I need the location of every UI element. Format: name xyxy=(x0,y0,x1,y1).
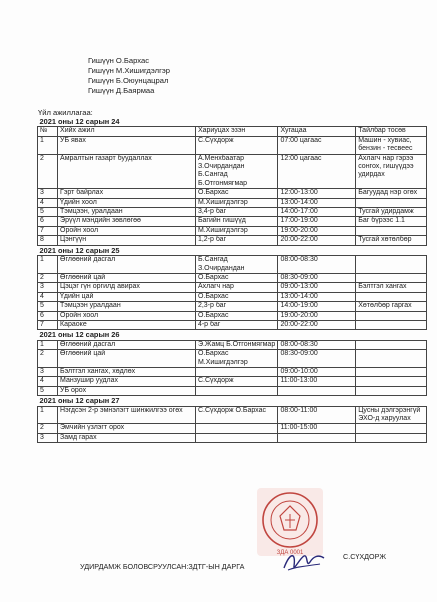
cell-time xyxy=(278,386,356,395)
cell-activity: Эрүүл мэндийн зөвлөгөө xyxy=(58,217,196,226)
date-row xyxy=(38,396,427,406)
cell-note xyxy=(356,256,427,274)
table-row xyxy=(38,283,427,292)
date-heading: 2021 оны 12 сарын 25 xyxy=(39,245,120,255)
cell-note xyxy=(356,320,427,329)
cell-activity: Эмчийн үзлэгт орох xyxy=(58,424,196,433)
cell-no: 4 xyxy=(38,292,58,301)
table-row xyxy=(38,217,427,226)
cell-note xyxy=(356,433,427,442)
cell-note: Бэлтгэл хангах xyxy=(356,283,427,292)
cell-activity: Караоке xyxy=(58,320,196,329)
cell-no: 1 xyxy=(38,136,58,154)
cell-time: 20:00-22:00 xyxy=(278,320,356,329)
member-line: Гишүүн М.Хишигдэлгэр xyxy=(88,66,170,75)
cell-activity: Үдийн хоол xyxy=(58,198,196,207)
cell-time: 17:00-19:00 xyxy=(278,217,356,226)
cell-no: 6 xyxy=(38,311,58,320)
cell-note xyxy=(356,273,427,282)
table-row xyxy=(38,256,427,274)
table-row xyxy=(38,433,427,442)
table-row xyxy=(38,136,427,154)
cell-note xyxy=(356,424,427,433)
cell-no: 5 xyxy=(38,302,58,311)
cell-responsible xyxy=(195,367,278,376)
cell-activity: Оройн хоол xyxy=(58,311,196,320)
cell-time: 13:00-14:00 xyxy=(278,198,356,207)
table-row xyxy=(38,189,427,198)
cell-responsible: 3,4-р баг xyxy=(195,208,278,217)
cell-no: 4 xyxy=(38,377,58,386)
header-no: № xyxy=(38,127,58,136)
cell-activity: Амралтын газарт буудаллах xyxy=(58,154,196,189)
cell-activity: УБ орох xyxy=(58,386,196,395)
schedule-table xyxy=(37,117,427,443)
cell-activity: Тэмцээн уралдаан xyxy=(58,302,196,311)
table-row xyxy=(38,386,427,395)
cell-time xyxy=(278,433,356,442)
cell-activity: Цэнгүүн xyxy=(58,236,196,245)
table-row xyxy=(38,350,427,368)
table-row xyxy=(38,198,427,207)
cell-no: 1 xyxy=(38,406,58,424)
cell-time: 08:00-08:30 xyxy=(278,340,356,349)
header-time: Хугацаа xyxy=(278,127,356,136)
cell-activity: Өглөөний цай xyxy=(58,350,196,368)
cell-time: 08:00-11:00 xyxy=(278,406,356,424)
cell-activity: УБ явах xyxy=(58,136,196,154)
date-row xyxy=(38,117,427,127)
cell-activity: Замд гарах xyxy=(58,433,196,442)
cell-time: 19:00-20:00 xyxy=(278,311,356,320)
cell-activity: Өглөөний цай xyxy=(58,273,196,282)
header-responsible: Хариуцах эзэн xyxy=(195,127,278,136)
header-row xyxy=(38,127,427,136)
cell-note: Багуудад нэр огөх xyxy=(356,189,427,198)
cell-time: 12:00-13:00 xyxy=(278,189,356,198)
cell-no: 2 xyxy=(38,154,58,189)
cell-no: 3 xyxy=(38,189,58,198)
cell-responsible: Багийн гишүүд xyxy=(195,217,278,226)
cell-no: 7 xyxy=(38,226,58,235)
cell-note xyxy=(356,198,427,207)
cell-activity: Өглөөний дасгал xyxy=(58,340,196,349)
header-activity: Хийх ажил xyxy=(58,127,196,136)
cell-note xyxy=(356,311,427,320)
cell-note: Тусгай хөтөлбөр xyxy=(356,236,427,245)
cell-note: Цусны дэлгэрэнгүй ЭХО-д харуулах xyxy=(356,406,427,424)
cell-no: 2 xyxy=(38,273,58,282)
cell-note xyxy=(356,386,427,395)
table-row xyxy=(38,302,427,311)
cell-responsible: О.Бархас xyxy=(195,189,278,198)
cell-no: 4 xyxy=(38,198,58,207)
date-heading: 2021 оны 12 сарын 27 xyxy=(39,396,120,406)
cell-responsible: О.Бархас xyxy=(195,311,278,320)
cell-note: Ахлагч нар гэрээ сонгох, гишүүдээ удирдах xyxy=(356,154,427,189)
cell-responsible: С.Сүхдорж О.Бархас xyxy=(195,406,278,424)
cell-responsible: О.Бархас xyxy=(195,292,278,301)
cell-no: 3 xyxy=(38,367,58,376)
cell-note: Машин - хувиас, бензин - тесвеес xyxy=(356,136,427,154)
cell-responsible: С.Сүхдорж xyxy=(195,136,278,154)
table-row xyxy=(38,340,427,349)
cell-time: 07:00 цагаас xyxy=(278,136,356,154)
cell-no: 1 xyxy=(38,256,58,274)
cell-note xyxy=(356,292,427,301)
cell-no: 8 xyxy=(38,236,58,245)
table-row xyxy=(38,377,427,386)
member-line: Гишүүн Д.Баярмаа xyxy=(88,86,155,95)
cell-activity: Гэрт байрлах xyxy=(58,189,196,198)
cell-no: 1 xyxy=(38,340,58,349)
cell-time: 11:00-13:00 xyxy=(278,377,356,386)
cell-time: 09:00-10:00 xyxy=(278,367,356,376)
table-row xyxy=(38,320,427,329)
cell-time: 08:30-09:00 xyxy=(278,273,356,282)
date-heading: 2021 оны 12 сарын 24 xyxy=(39,117,120,126)
cell-activity: Нэгдсэн 2-р эмнэлэгт шинжилгээ огөх xyxy=(58,406,196,424)
table-row xyxy=(38,226,427,235)
stamp-text: ЗДА 0001 xyxy=(276,550,304,556)
cell-note xyxy=(356,377,427,386)
date-row xyxy=(38,245,427,255)
cell-responsible: М.Хишигдэлгэр xyxy=(195,226,278,235)
table-row xyxy=(38,406,427,424)
cell-note: Баг бүрээс 1.1 xyxy=(356,217,427,226)
cell-time: 12:00 цагаас xyxy=(278,154,356,189)
cell-responsible xyxy=(195,433,278,442)
footer-name: С.СҮХДОРЖ xyxy=(343,552,386,561)
date-row xyxy=(38,330,427,340)
cell-time: 08:30-09:00 xyxy=(278,350,356,368)
cell-activity: Өглөөний дасгал xyxy=(58,256,196,274)
table-row xyxy=(38,236,427,245)
cell-note xyxy=(356,350,427,368)
cell-no: 6 xyxy=(38,217,58,226)
member-list xyxy=(88,56,170,96)
cell-responsible xyxy=(195,424,278,433)
member-line: Гишүүн О.Бархас xyxy=(88,56,150,65)
works-title: Үйл ажиллагаа: xyxy=(38,108,93,117)
cell-activity: Оройн хоол xyxy=(58,226,196,235)
cell-note: Тусгай удирдамж xyxy=(356,208,427,217)
cell-responsible: А.Менхбаатар З.Очирдандан Б.Сангад Б.Отгонмягмар xyxy=(195,154,278,189)
table-row xyxy=(38,154,427,189)
table-row xyxy=(38,424,427,433)
cell-responsible: О.Бархас xyxy=(195,273,278,282)
cell-time: 09:00-13:00 xyxy=(278,283,356,292)
cell-time: 08:00-08:30 xyxy=(278,256,356,274)
cell-responsible: С.Сүхдорж xyxy=(195,377,278,386)
signature xyxy=(280,548,328,576)
table-row xyxy=(38,292,427,301)
cell-no: 3 xyxy=(38,283,58,292)
table-row xyxy=(38,208,427,217)
cell-time: 19:00-20:00 xyxy=(278,226,356,235)
table-row xyxy=(38,367,427,376)
cell-activity: Манзушир уудлах xyxy=(58,377,196,386)
cell-note: Хөтөлбөр гаргах xyxy=(356,302,427,311)
cell-time: 13:00-14:00 xyxy=(278,292,356,301)
cell-activity: Бэлтгэл хангах, хөдлөх xyxy=(58,367,196,376)
member-line: Гишүүн Б.Оюунцацрал xyxy=(88,76,169,85)
cell-activity: Цэцэг гүн оргилд авирах xyxy=(58,283,196,292)
cell-time: 14:00-19:00 xyxy=(278,302,356,311)
cell-responsible: 2,3-р баг xyxy=(195,302,278,311)
date-heading: 2021 оны 12 сарын 26 xyxy=(39,330,120,340)
cell-responsible: Э.Жамц Б.Отгонмягмар xyxy=(195,340,278,349)
cell-note xyxy=(356,226,427,235)
cell-activity: Үдийн цай xyxy=(58,292,196,301)
table-row xyxy=(38,311,427,320)
cell-responsible: М.Хишигдэлгэр xyxy=(195,198,278,207)
cell-responsible xyxy=(195,386,278,395)
cell-responsible: 4-р баг xyxy=(195,320,278,329)
header-note: Тайлбар тосөв xyxy=(356,127,427,136)
cell-time: 14:00-17:00 xyxy=(278,208,356,217)
cell-no: 5 xyxy=(38,208,58,217)
cell-no: 7 xyxy=(38,320,58,329)
cell-no: 2 xyxy=(38,424,58,433)
cell-no: 5 xyxy=(38,386,58,395)
cell-activity: Тэмцээн, уралдаан xyxy=(58,208,196,217)
cell-time: 11:00-15:00 xyxy=(278,424,356,433)
cell-responsible: О.Бархас М.Хишигдэлгэр xyxy=(195,350,278,368)
cell-time: 20:00-22:00 xyxy=(278,236,356,245)
cell-responsible: Б.Сангад З.Очирдандан xyxy=(195,256,278,274)
cell-note xyxy=(356,340,427,349)
cell-note xyxy=(356,367,427,376)
cell-responsible: 1,2-р баг xyxy=(195,236,278,245)
footer-label: УДИРДАМЖ БОЛОВСРУУЛСАН:ЗДТГ-ЫН ДАРГА xyxy=(80,562,245,571)
cell-no: 2 xyxy=(38,350,58,368)
table-row xyxy=(38,273,427,282)
cell-responsible: Ахлагч нар xyxy=(195,283,278,292)
cell-no: 3 xyxy=(38,433,58,442)
